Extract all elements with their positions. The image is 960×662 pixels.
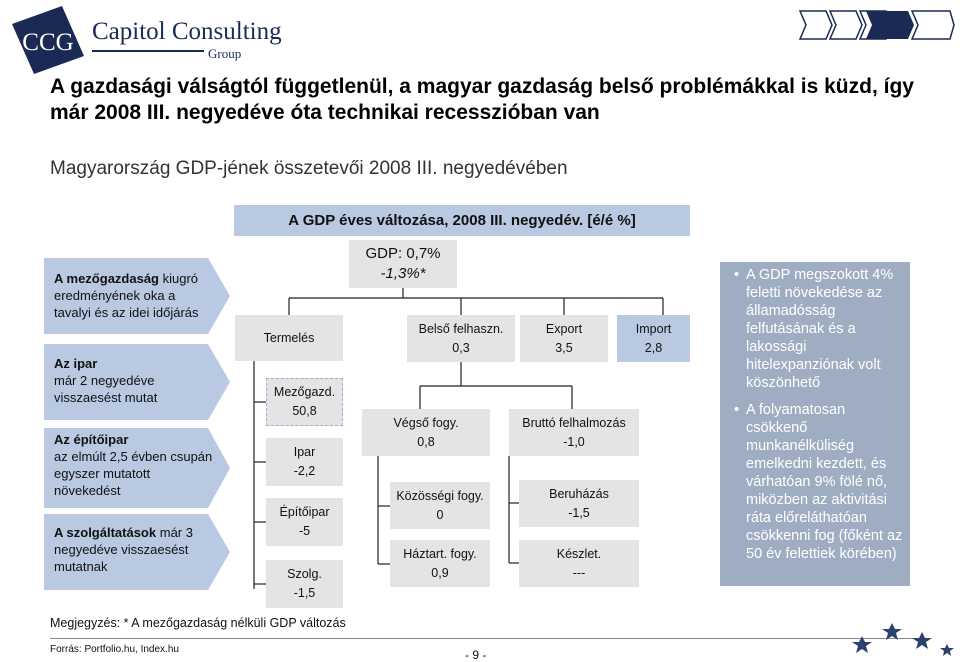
- node-vegso-label: Végső fogy.: [393, 415, 459, 430]
- node-termeles-label: Termelés: [263, 330, 315, 345]
- node-import: [617, 315, 690, 362]
- gdp-label: GDP: 0,7%: [365, 245, 441, 262]
- node-brutto-label: Bruttó felhalmozás: [522, 415, 626, 430]
- node-kozossegi-label: Közösségi fogy.: [396, 488, 484, 503]
- chevron-text-1: kiugró eredményének oka a tavalyi és az idei időjárás: [54, 271, 199, 320]
- node-ipar: [266, 438, 343, 486]
- node-keszlet-label: Készlet.: [556, 546, 602, 561]
- footnote: Megjegyzés: * A mezőgazdaság nélküli GDP változás: [50, 616, 346, 630]
- node-kozossegi-fogy: [390, 482, 490, 529]
- summary-bullet-1: • A GDP megszokott 4% feletti növekedése az államadósság felfutásának és a lakossági hitelexpanziónak volt köszönhető: [734, 266, 904, 392]
- summary-bullet-2: • A folyamatosan csökkenő munkanélküliség emelkedni kezdett, és várhatóan 9% fölé nő, miközben az aktivitási ráta előreláthatóan csökkenni fog (főként az 50 év felettiek körében): [734, 401, 904, 563]
- chevron-bold-1: A mezőgazdaság: [54, 271, 159, 286]
- gdp-root-box: [349, 240, 457, 288]
- node-haztart-value: 0,9: [431, 565, 449, 580]
- node-mezogazd-label: Mezőgazd.: [273, 385, 336, 399]
- chevron-text-2: már 2 negyedéve visszaesést mutat: [54, 373, 158, 405]
- node-belso-felhasznalas: [407, 315, 515, 362]
- node-epitoipar-label: Építőipar: [279, 505, 330, 519]
- diagram-header: A GDP éves változása, 2008 III. negyedév. [é/é %]: [234, 205, 690, 236]
- logo-group: Group: [208, 46, 242, 61]
- logo-name: Capitol Consulting: [92, 18, 282, 45]
- node-export: [520, 315, 608, 362]
- node-keszlet-value: ---: [572, 565, 586, 580]
- node-beruhazas-value: -1,5: [568, 505, 590, 520]
- node-szolg: [266, 560, 343, 608]
- page-number: - 9 -: [465, 648, 487, 662]
- decorative-stars-icon: [850, 618, 960, 660]
- node-mezogazd-value: 50,8: [292, 404, 317, 418]
- node-vegso-value: 0,8: [417, 434, 435, 449]
- chevron-text-3: az elmúlt 2,5 évben csupán egyszer mutatott növekedést: [54, 449, 213, 498]
- node-brutto-value: -1,0: [563, 434, 585, 449]
- node-export-value: 3,5: [555, 340, 573, 355]
- gdp-sub: -1,3%*: [380, 265, 426, 282]
- node-ipar-value: -2,2: [293, 464, 316, 478]
- chevron-bold-2: Az ipar: [54, 356, 98, 371]
- node-beruhazas: [519, 480, 639, 527]
- node-import-label: Import: [635, 321, 672, 336]
- node-haztart-label: Háztart. fogy.: [403, 546, 477, 561]
- node-belso-label: Belső felhaszn.: [418, 321, 504, 336]
- node-epitoipar-value: -5: [298, 524, 311, 538]
- node-export-label: Export: [545, 321, 583, 336]
- node-keszlet: [519, 540, 639, 587]
- chart-subtitle: Magyarország GDP-jének összetevői 2008 III. negyedévében: [50, 158, 568, 179]
- chevron-text-4: már 3 negyedéve visszaesést mutatnak: [54, 525, 193, 574]
- logo-initials: CCG: [22, 29, 74, 56]
- node-termeles: [235, 315, 343, 361]
- node-mezogazd: [266, 378, 343, 426]
- node-kozossegi-value: 0: [436, 507, 444, 522]
- node-beruhazas-label: Beruházás: [549, 486, 609, 501]
- node-import-value: 2,8: [644, 340, 663, 355]
- node-szolg-label: Szolg.: [287, 567, 322, 581]
- footer-divider: [50, 638, 920, 639]
- node-brutto-felhalmozas: [509, 409, 639, 456]
- node-szolg-value: -1,5: [293, 586, 316, 600]
- node-ipar-label: Ipar: [293, 445, 316, 459]
- chevron-bold-3: Az építőipar: [54, 432, 129, 447]
- chevron-bold-4: A szolgáltatások: [54, 525, 157, 540]
- summary-panel: [720, 262, 910, 586]
- source-text: Forrás: Portfolio.hu, Index.hu: [50, 644, 179, 655]
- node-haztart-fogy: [390, 540, 490, 587]
- summary-list: [720, 262, 910, 563]
- page-title: A gazdasági válságtól függetlenül, a magyar gazdaság belső problémákkal is küzd, így már 2008 III. negyedéve óta technikai recesszióban van: [50, 75, 914, 124]
- node-vegso-fogy: [362, 409, 490, 456]
- node-epitoipar: [266, 498, 343, 546]
- node-belso-value: 0,3: [452, 340, 470, 355]
